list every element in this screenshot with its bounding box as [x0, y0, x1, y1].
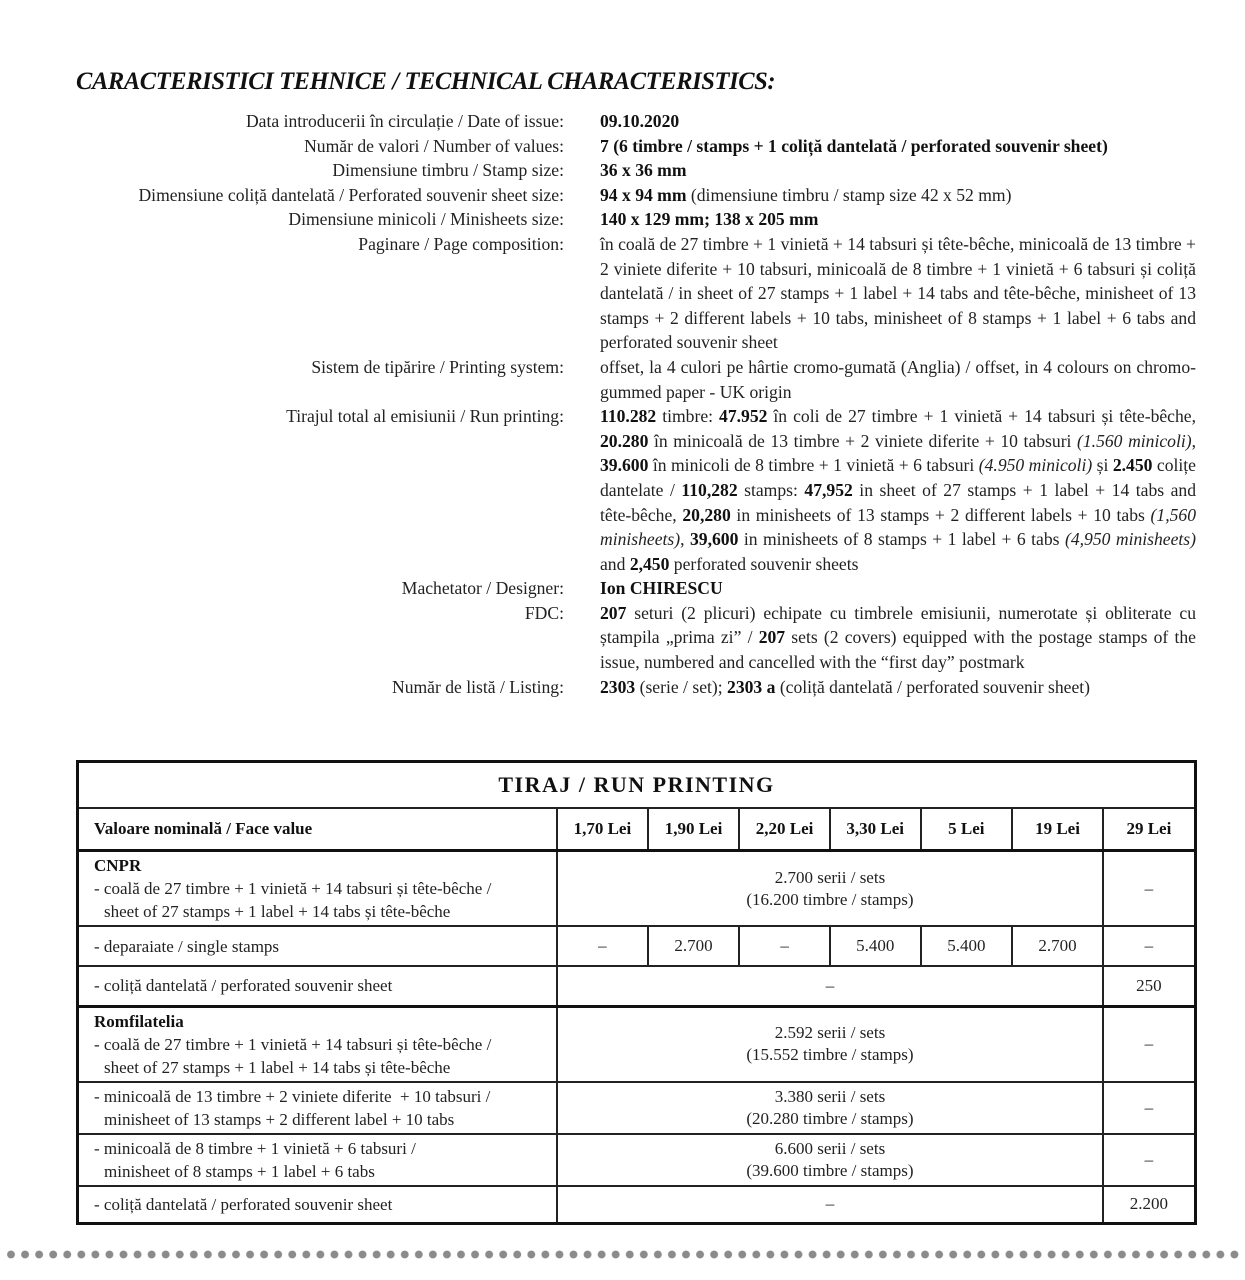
spec-value — [600, 675, 1196, 700]
desc-line: minisheet of 8 stamps + 1 label + 6 tabs — [104, 1161, 375, 1181]
bold-number: 47,952 — [804, 479, 853, 500]
row-description — [78, 851, 558, 927]
text: și — [1092, 455, 1113, 476]
spec-value — [600, 404, 1196, 576]
spec-designer — [60, 576, 1200, 601]
table-row-cnpr-souvenir-sheet — [78, 966, 1196, 1006]
spec-value-rest: (dimensiune timbru / stamp size 42 x 52 mm) — [686, 184, 1012, 205]
spec-value: 09.10.2020 — [600, 111, 680, 131]
text: (serie / set); — [635, 676, 728, 697]
text: in sheet of 27 stamps + 1 label + 14 tabs and tête-bêche, — [600, 479, 1196, 525]
value-29-lei: – — [1103, 1006, 1196, 1082]
spec-stamp-size — [60, 158, 1200, 183]
sets-count: 2.592 serii / sets — [774, 1023, 886, 1042]
italic-note: (4.950 minicoli) — [978, 455, 1093, 476]
table-row-minisheet-13 — [78, 1082, 1196, 1134]
italic-note: (4,950 minisheets) — [1064, 529, 1196, 550]
spec-run-printing — [60, 404, 1200, 576]
text: stamps: — [737, 479, 805, 500]
bold-number: 110,282 — [681, 479, 738, 500]
desc-line: minisheet of 13 stamps + 2 different label + 10 tabs — [104, 1109, 455, 1129]
italic-note: (1.560 minicoli) — [1077, 430, 1192, 451]
table-row-romfilatelia-souvenir-sheet — [78, 1186, 1196, 1224]
sets-count: 6.600 serii / sets — [774, 1138, 886, 1158]
text: in minisheets of 8 stamps + 1 label + 6 tabs — [738, 529, 1065, 550]
dotted-divider — [7, 1250, 1242, 1259]
desc-line: - minicoală de 8 timbre + 1 vinietă + 6 tabsuri / — [94, 1138, 416, 1158]
spec-label: Număr de valori / Number of values: — [304, 135, 564, 156]
sets-count: 3.380 serii / sets — [774, 1086, 886, 1106]
spec-label: Machetator / Designer: — [401, 578, 564, 599]
header-2-20-lei: 2,20 Lei — [739, 808, 830, 851]
text: (coliță dantelată / perforated souvenir sheet) — [775, 676, 1091, 697]
spec-label: Dimensiune coliță dantelată / Perforated souvenir sheet size: — [138, 184, 564, 205]
spec-printing-system — [60, 355, 1200, 404]
sets-cell — [557, 1082, 1103, 1134]
desc-line: sheet of 27 stamps + 1 label + 14 tabs și tête-bêche — [104, 902, 451, 921]
spec-value-bold: 94 x 94 mm — [600, 184, 687, 205]
text: seturi (2 plicuri) echipate cu timbrele emisiunii, numerotate și obliterate cu ștampila „prima zi” / — [600, 602, 1196, 648]
sets-cell — [557, 1006, 1103, 1082]
bold-number: 2,450 — [629, 553, 670, 574]
bold-number: 39.600 — [600, 455, 649, 476]
value-29-lei: 250 — [1103, 966, 1196, 1006]
value-2-20-lei: – — [739, 926, 830, 966]
sets-count: 2.700 serii / sets — [774, 867, 886, 887]
header-3-30-lei: 3,30 Lei — [830, 808, 921, 851]
desc-line: sheet of 27 stamps + 1 label + 14 tabs și tête-bêche — [104, 1057, 451, 1077]
text: timbre: — [656, 406, 720, 427]
spec-minisheets-size — [60, 207, 1200, 232]
spec-listing — [60, 675, 1200, 700]
row-description: - coliță dantelată / perforated souvenir sheet — [78, 1186, 558, 1224]
text: perforated souvenir sheets — [669, 553, 859, 574]
bold-number: 20,280 — [682, 504, 731, 525]
bold-number: 2303 a — [727, 676, 776, 697]
sets-cell — [557, 1134, 1103, 1186]
text: sets (2 covers) equipped with the postage stamps of the issue, numbered and cancelled with the “first day” postmark — [600, 627, 1196, 673]
bold-number: 20.280 — [600, 430, 649, 451]
header-1-70-lei: 1,70 Lei — [557, 808, 648, 851]
stamps-count: (39.600 timbre / stamps) — [746, 1160, 914, 1180]
text: în minicoală de 13 timbre + 2 viniete diferite + 10 tabsuri — [648, 430, 1078, 451]
value-29-lei: – — [1103, 851, 1196, 927]
bold-number: 39,600 — [689, 529, 739, 550]
row-description: - coliță dantelată / perforated souvenir sheet — [78, 966, 558, 1006]
value-29-lei: 2.200 — [1103, 1186, 1196, 1224]
table-row-minisheet-8 — [78, 1134, 1196, 1186]
spec-label: Dimensiune timbru / Stamp size: — [332, 160, 564, 181]
spec-label: Număr de listă / Listing: — [391, 676, 564, 697]
bold-number: 207 — [758, 627, 786, 648]
stamps-count: (16.200 timbre / stamps) — [746, 889, 914, 909]
value-19-lei: 2.700 — [1012, 926, 1103, 966]
stamps-count: (20.280 timbre / stamps) — [746, 1108, 914, 1128]
value-1-90-lei: 2.700 — [648, 926, 740, 966]
technical-specs — [60, 109, 1200, 699]
spec-label: Dimensiune minicoli / Minisheets size: — [288, 209, 564, 230]
spec-value — [600, 183, 1196, 208]
spec-souvenir-sheet-size — [60, 183, 1200, 208]
spec-label: Data introducerii în circulație / Date of issue: — [245, 111, 564, 131]
row-description — [78, 1082, 558, 1134]
spec-date-of-issue — [60, 109, 1200, 134]
bold-number: 110.282 — [600, 406, 657, 427]
header-19-lei: 19 Lei — [1012, 808, 1103, 851]
spec-value — [600, 601, 1196, 675]
value-29-lei: – — [1103, 926, 1196, 966]
stamps-count: (15.552 timbre / stamps) — [746, 1045, 914, 1064]
desc-line: - coală de 27 timbre + 1 vinietă + 14 tabsuri și tête-bêche / — [94, 1034, 492, 1054]
table-row-cnpr-sheet — [78, 851, 1196, 927]
table-title: TIRAJ / RUN PRINTING — [78, 762, 1196, 809]
text: în coli de 27 timbre + 1 vinietă + 14 tabsuri și tête-bêche, — [767, 406, 1196, 427]
run-printing-table — [76, 760, 1197, 1225]
bold-number: 2303 — [600, 676, 636, 697]
group-label: Romfilatelia — [94, 1011, 184, 1031]
desc-line: - coală de 27 timbre + 1 vinietă + 14 tabsuri și tête-bêche / — [94, 879, 492, 898]
bold-number: 207 — [600, 602, 627, 623]
page-title: CARACTERISTICI TEHNICE / TECHNICAL CHARACTERISTICS: — [76, 66, 776, 95]
header-5-lei: 5 Lei — [921, 808, 1013, 851]
spec-value: offset, la 4 culori pe hârtie cromo-gumată (Anglia) / offset, in 4 colours on chromo-gummed paper - UK origin — [600, 356, 1196, 402]
bold-number: 47.952 — [719, 406, 768, 427]
spec-number-of-values — [60, 134, 1200, 159]
spec-fdc — [60, 601, 1200, 675]
row-description — [78, 1006, 558, 1082]
italic-note: (1,560 minisheets) — [600, 504, 1196, 550]
spec-page-composition — [60, 232, 1200, 355]
bold-number: 2.450 — [1112, 455, 1153, 476]
text: , — [1191, 430, 1196, 451]
spec-label: FDC: — [524, 602, 564, 623]
span-cell: – — [557, 1186, 1103, 1224]
text: , — [680, 529, 690, 550]
value-5-lei: 5.400 — [921, 926, 1013, 966]
header-face-value: Valoare nominală / Face value — [78, 808, 558, 851]
spec-value: 140 x 129 mm; 138 x 205 mm — [600, 209, 819, 230]
span-cell: – — [557, 966, 1103, 1006]
spec-value: în coală de 27 timbre + 1 vinietă + 14 tabsuri și tête-bêche, minicoală de 13 timbre + 2 viniete diferite + 10 tabsuri, minicoală de 8 timbre + 1 vinietă + 6 tabsuri și coliță dantelată / in sheet of 27 stamps + 1 label + 14 tabs and tête-bêche, minisheet of 13 stamps + 2 different labels + 10 tabs, minisheet of 8 stamps + 1 label + 6 tabs and perforated souvenir sheet — [600, 233, 1196, 353]
spec-value: 7 (6 timbre / stamps + 1 coliță dantelată / perforated souvenir sheet) — [600, 135, 1108, 156]
table-row-single-stamps — [78, 926, 1196, 966]
value-1-70-lei: – — [557, 926, 648, 966]
header-1-90-lei: 1,90 Lei — [648, 808, 740, 851]
spec-value: 36 x 36 mm — [600, 160, 687, 181]
table-row-romfilatelia-sheet — [78, 1006, 1196, 1082]
value-29-lei: – — [1103, 1082, 1196, 1134]
text: colițe dantelate / — [600, 455, 1196, 500]
value-3-30-lei: 5.400 — [830, 926, 921, 966]
value-29-lei: – — [1103, 1134, 1196, 1186]
table-header-row — [78, 808, 1196, 851]
sets-cell — [557, 851, 1103, 927]
header-29-lei: 29 Lei — [1103, 808, 1196, 851]
desc-line: - minicoală de 13 timbre + 2 viniete diferite + 10 tabsuri / — [94, 1086, 491, 1106]
spec-value: Ion CHIRESCU — [600, 578, 723, 599]
group-label: CNPR — [94, 856, 142, 875]
text: and — [600, 553, 630, 574]
row-description: - deparaiate / single stamps — [78, 926, 558, 966]
row-description — [78, 1134, 558, 1186]
spec-label: Sistem de tipărire / Printing system: — [311, 356, 564, 377]
spec-label: Paginare / Page composition: — [358, 233, 564, 254]
text: în minicoli de 8 timbre + 1 vinietă + 6 tabsuri — [648, 455, 979, 476]
text: in minisheets of 13 stamps + 2 different labels + 10 tabs — [730, 504, 1151, 525]
spec-label: Tirajul total al emisiunii / Run printing: — [286, 406, 564, 427]
